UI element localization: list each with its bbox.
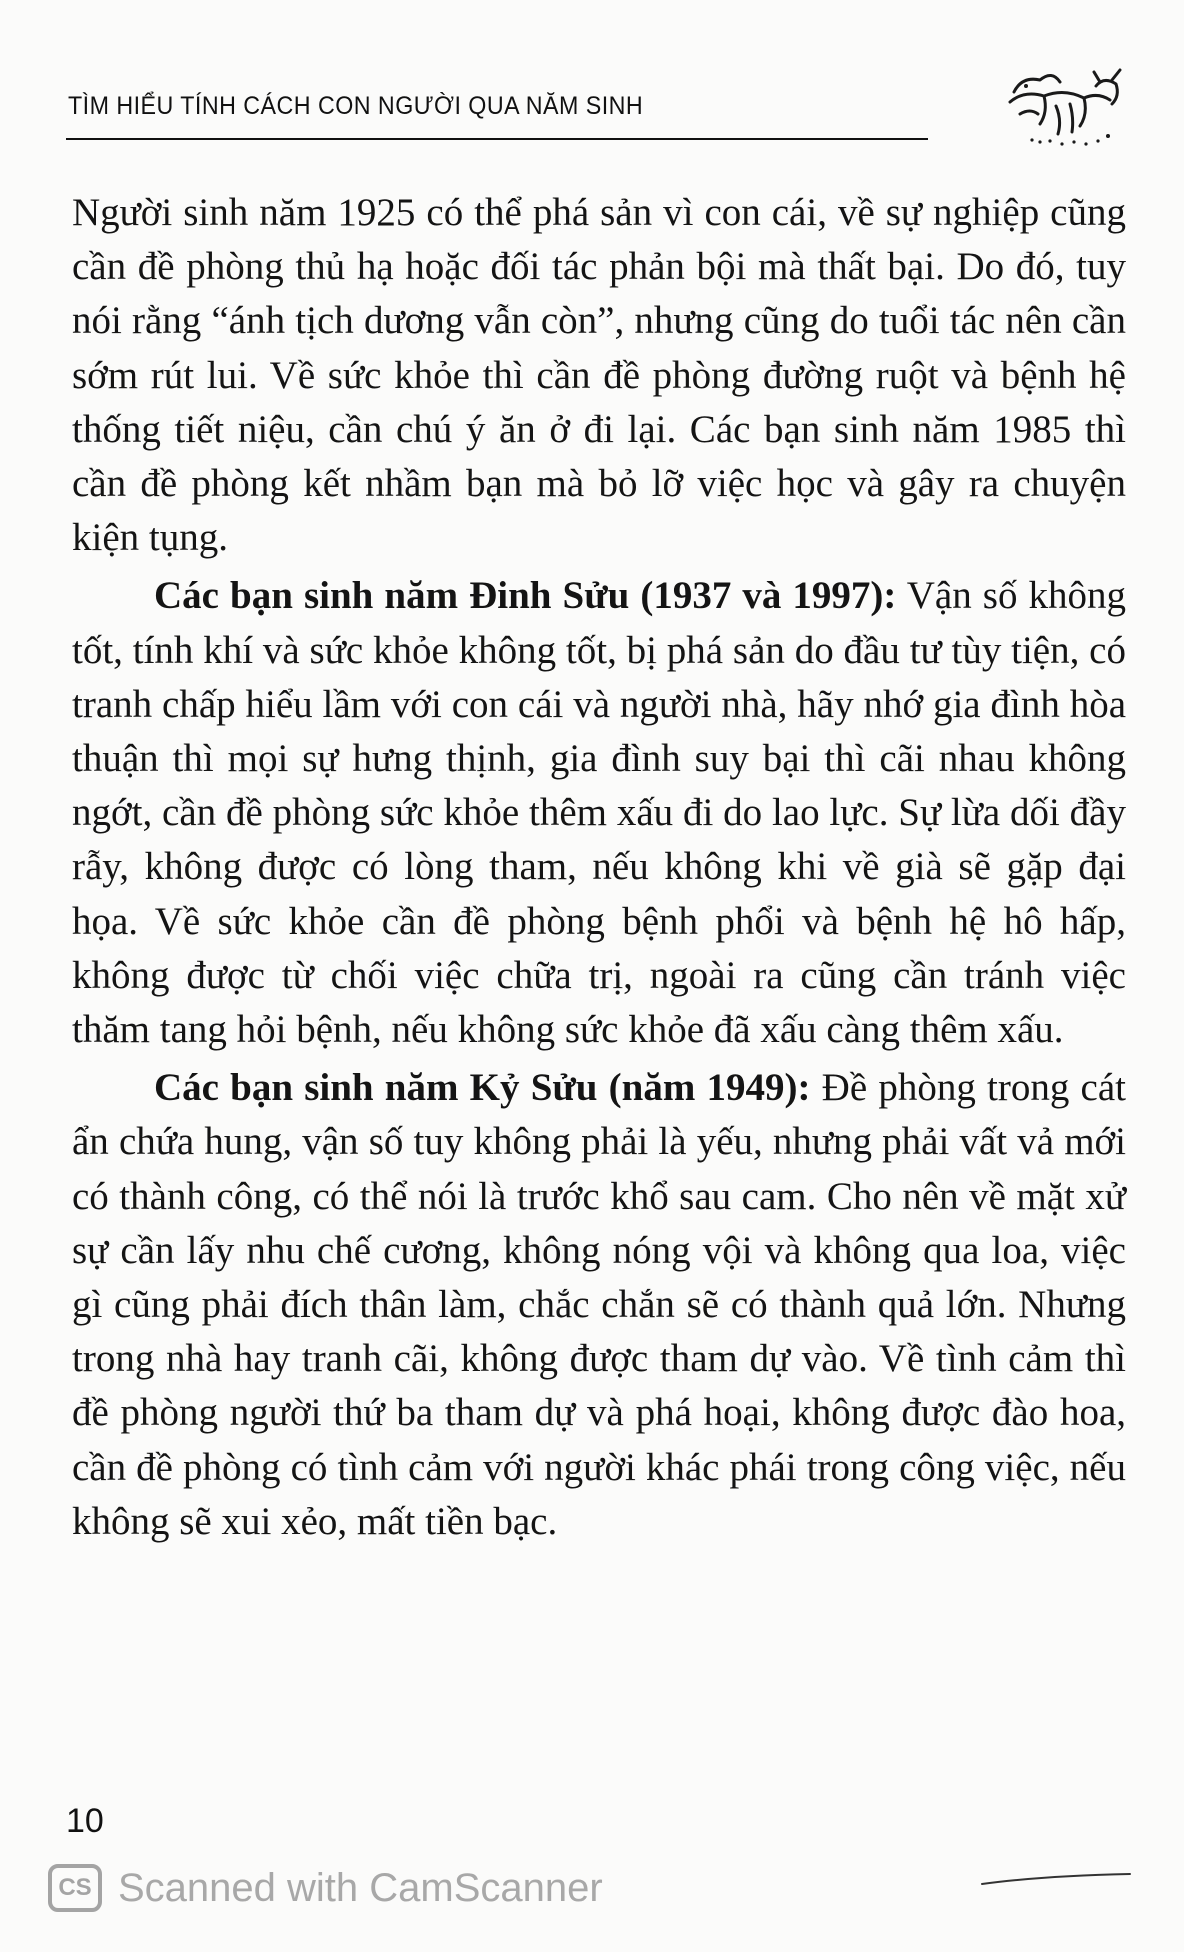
- ox-drawing-icon: [1000, 62, 1128, 154]
- watermark-text: Scanned with CamScanner: [118, 1865, 603, 1910]
- section-text-dinh-suu: Vận số không tốt, tính khí và sức khỏe không tốt, bị phá sản do đầu tư tùy tiện, có tranh chấp hiểu lầm với con cái và người nhà, hãy nhớ gia đình hòa thuận thì mọi sự hưng thịnh, gia đình suy bại thì cãi nhau không ngớt, cần đề phòng sức khỏe thêm xấu đi do lao lực. Sự lừa dối đầy rẫy, không được có lòng tham, nếu không khi về già sẽ gặp đại họa. Về sức khỏe cần đề phòng bệnh phổi và bệnh hệ hô hấp, không được từ chối việc chữa trị, ngoài ra cũng cần tránh việc thăm tang hỏi bệnh, nếu không sức khỏe đã xấu càng thêm xấu.: [72, 574, 1126, 1052]
- page-number: 10: [66, 1802, 104, 1840]
- body-text: [72, 186, 1126, 1549]
- header-rule: [66, 138, 928, 140]
- paragraph-1: Người sinh năm 1925 có thể phá sản vì con cái, về sự nghiệp cũng cần đề phòng thủ hạ hoặc đối tác phản bội mà thất bại. Do đó, tuy nói rằng “ánh tịch dương vẫn còn”, nhưng cũng do tuổi tác nên cần sớm rút lui. Về sức khỏe thì cần đề phòng đường ruột và bệnh hệ thống tiết niệu, cần chú ý ăn ở đi lại. Các bạn sinh năm 1985 thì cần đề phòng kết nhầm bạn mà bỏ lỡ việc học và gây ra chuyện kiện tụng.: [72, 191, 1126, 560]
- running-header: [68, 92, 928, 140]
- section-heading-ky-suu: Các bạn sinh năm Kỷ Sửu (năm 1949):: [154, 1066, 811, 1110]
- pen-stroke-mark: [980, 1870, 1140, 1890]
- paragraph-3: [72, 1061, 1126, 1549]
- camscanner-logo-icon: CS: [48, 1864, 102, 1912]
- section-heading-dinh-suu: Các bạn sinh năm Đinh Sửu (1937 và 1997):: [154, 574, 897, 618]
- paragraph-2: [72, 569, 1126, 1057]
- section-text-ky-suu: Đề phòng trong cát ẩn chứa hung, vận số tuy không phải là yếu, nhưng phải vất vả mới có thành công, có thể nói là trước khổ sau cam. Cho nên về mặt xử sự cần lấy nhu chế cương, không nóng vội và không qua loa, việc gì cũng phải đích thân làm, chắc chắn sẽ có thành quả lớn. Nhưng trong nhà hay tranh cãi, không được tham dự vào. Về tình cảm thì đề phòng người thứ ba tham dự và phá hoại, không được đào hoa, cần đề phòng có tình cảm với người khác phái trong công việc, nếu không sẽ xui xẻo, mất tiền bạc.: [72, 1066, 1126, 1543]
- camscanner-watermark: [48, 1858, 603, 1918]
- header-title: TÌM HIỂU TÍNH CÁCH CON NGƯỜI QUA NĂM SINH: [68, 92, 644, 120]
